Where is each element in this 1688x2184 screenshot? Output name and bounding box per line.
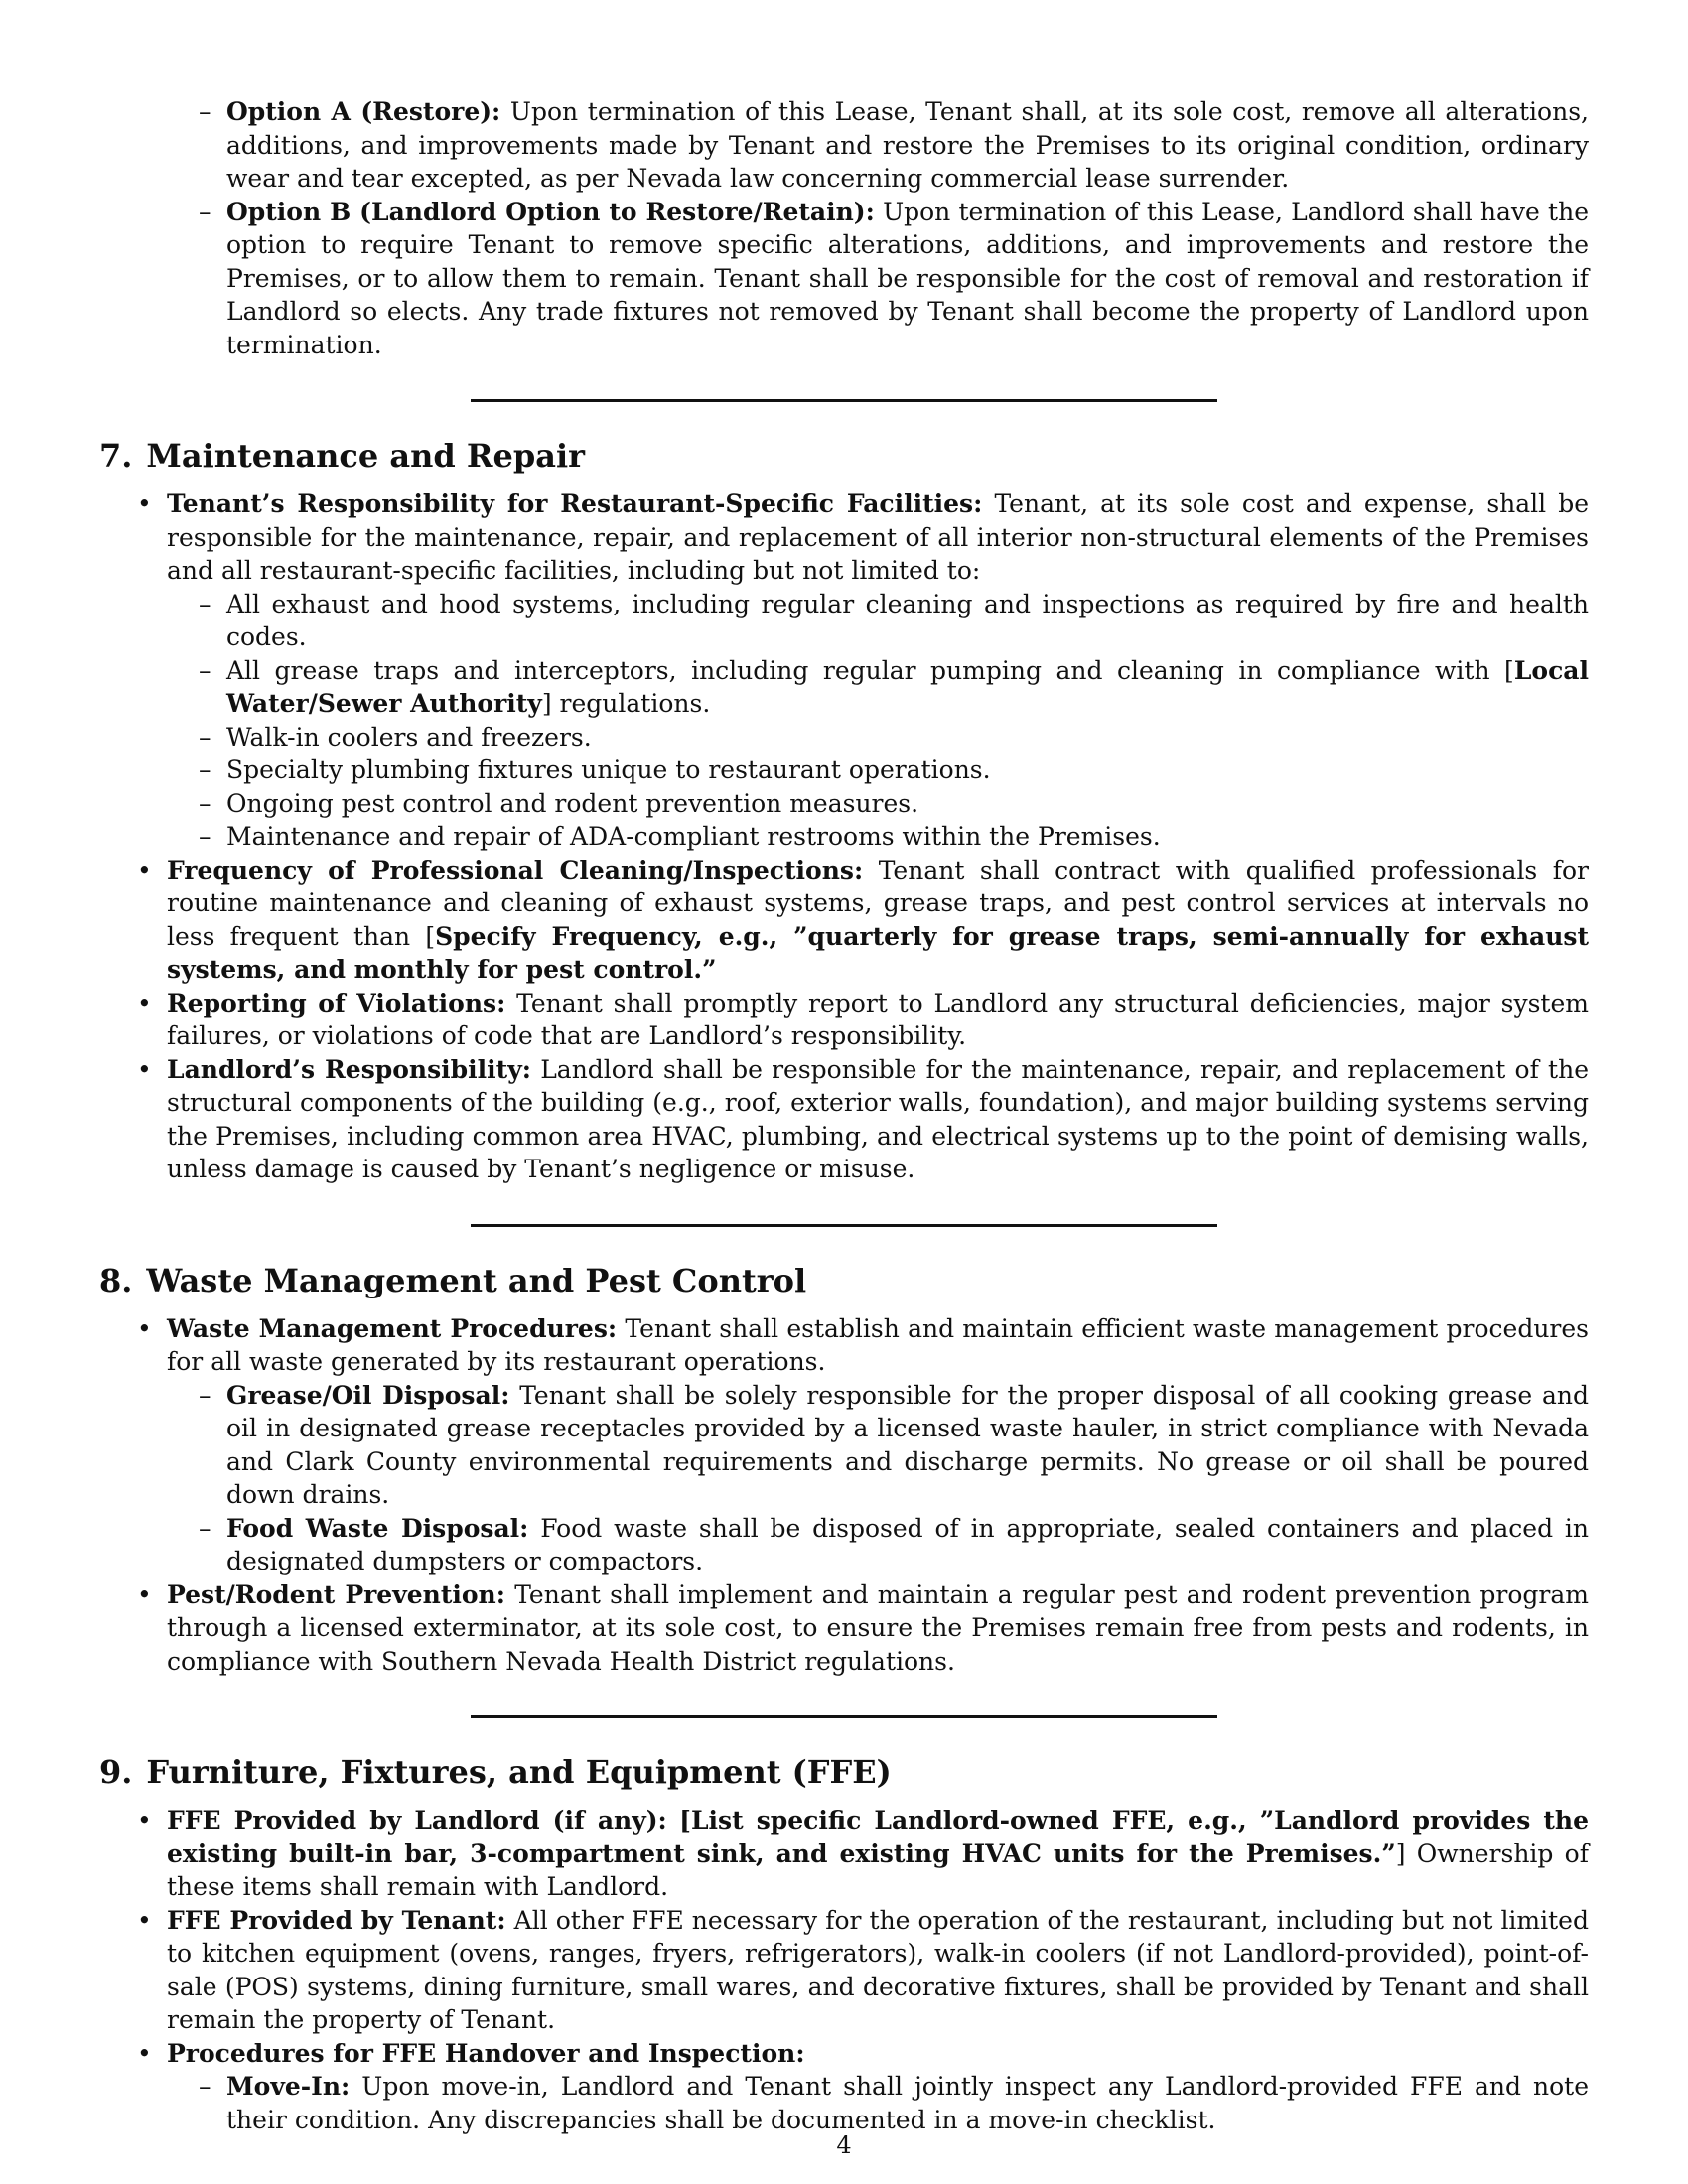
section-title: Waste Management and Pest Control: [146, 1261, 807, 1299]
section-number: 9.: [99, 1753, 133, 1791]
section-8-list: [99, 1312, 1589, 1679]
list-item: [99, 1904, 1589, 2037]
section-divider: [471, 1224, 1217, 1227]
item-text: Tenant, at its sole cost and expense, shall be responsible for the maintenance, repair, and replacement of all interior non-structural elements of the Premises and all restaurant-specific facilities, including but not limited to:: [167, 489, 1590, 585]
list-item: [99, 1312, 1589, 1578]
page-content: [99, 95, 1589, 2136]
item-label: Frequency of Professional Cleaning/Inspections:: [167, 855, 864, 885]
item-label: Tenant’s Responsibility for Restaurant-Specific Facilities:: [167, 489, 983, 518]
section-number: 7.: [99, 437, 133, 475]
list-item: – Specialty plumbing fixtures unique to restaurant operations.: [167, 753, 1589, 787]
item-label: FFE Provided by Tenant:: [167, 1905, 506, 1935]
item-text: Tenant shall establish and maintain efficient waste management procedures for all waste generated by its restaurant operations.: [167, 1313, 1589, 1376]
section-9-list: [99, 1804, 1589, 2136]
item-text: Landlord shall be responsible for the maintenance, repair, and replacement of the structural components of the building (e.g., roof, exterior walls, foundation), and major building systems serving the Premises, including common area HVAC, plumbing, and electrical systems up to the point of demising walls, unless damage is caused by Tenant’s negligence or misuse.: [167, 1054, 1589, 1183]
placeholder-text: Specify Frequency, e.g., ”quarterly for grease traps, semi-annually for exhaust systems, and monthly for pest control.”: [167, 921, 1589, 984]
section-title: Maintenance and Repair: [146, 437, 585, 475]
item-text: Tenant shall promptly report to Landlord any structural deficiencies, major system failures, or violations of code that are Landlord’s responsibility.: [167, 988, 1589, 1050]
option-b-text: Upon termination of this Lease, Landlord shall have the option to require Tenant to remove specific alterations, additions, and improvements and restore the Premises, or to allow them to remain. Tenant shall be responsible for the cost of removal and restoration if Landlord so elects. Any trade fixtures not removed by Tenant shall become the property of Landlord upon termination.: [226, 197, 1589, 359]
option-a-text: Upon termination of this Lease, Tenant shall, at its sole cost, remove all alterations, additions, and improvements made by Tenant and restore the Premises to its original condition, ordinary wear and tear excepted, as per Nevada law concerning commercial lease surrender.: [226, 97, 1589, 193]
section-7-list: [99, 487, 1589, 1186]
list-item: [99, 2037, 1589, 2137]
list-item: – Move-In: Upon move-in, Landlord and Tenant shall jointly inspect any Landlord-provided FFE and note their condition. Any discrepancies shall be documented in a move-in checklist.: [167, 2070, 1589, 2136]
facilities-sublist: [167, 588, 1589, 854]
section-divider: [471, 1715, 1217, 1718]
section-heading-9: [99, 1752, 1589, 1792]
list-item: – Walk-in coolers and freezers.: [167, 721, 1589, 754]
list-item: – Food Waste Disposal: Food waste shall be disposed of in appropriate, sealed containers and placed in designated dumpsters or compactors.: [167, 1512, 1589, 1578]
item-label: Waste Management Procedures:: [167, 1313, 618, 1343]
item-label: Landlord’s Responsibility:: [167, 1054, 531, 1084]
list-item: – Ongoing pest control and rodent prevention measures.: [167, 787, 1589, 821]
list-item: – All grease traps and interceptors, including regular pumping and cleaning in compliance with [Local Water/Sewer Authority] regulations.: [167, 654, 1589, 721]
section-title: Furniture, Fixtures, and Equipment (FFE): [146, 1753, 892, 1791]
waste-sublist: [167, 1379, 1589, 1578]
list-item: – All exhaust and hood systems, including regular cleaning and inspections as required by fire and health codes.: [167, 588, 1589, 654]
list-item: [99, 1578, 1589, 1679]
item-text: Tenant shall contract with qualified professionals for routine maintenance and cleaning of exhaust systems, grease traps, and pest control services at intervals no less frequent than [: [167, 855, 1589, 951]
item-label: Reporting of Violations:: [167, 988, 506, 1018]
list-item: [99, 196, 1589, 362]
restoration-options-list: [99, 95, 1589, 361]
item-label: Pest/Rodent Prevention:: [167, 1579, 505, 1609]
item-text: All other FFE necessary for the operation of the restaurant, including but not limited to kitchen equipment (ovens, ranges, fryers, refrigerators), walk-in coolers (if not Landlord-provided), point-of-sale (POS) systems, dining furniture, small wares, and decorative fixtures, shall be provided by Tenant and shall remain the property of Tenant.: [167, 1905, 1589, 2034]
option-a-label: Option A (Restore):: [226, 97, 501, 126]
handover-sublist: [167, 2070, 1589, 2136]
section-number: 8.: [99, 1261, 133, 1299]
option-b-label: Option B (Landlord Option to Restore/Retain):: [226, 197, 875, 226]
list-item: [99, 95, 1589, 196]
list-item: [99, 987, 1589, 1053]
list-item: [99, 1053, 1589, 1186]
list-item: [99, 1804, 1589, 1904]
placeholder-text: Local Water/Sewer Authority: [226, 655, 1589, 718]
item-text: ] Ownership of these items shall remain with Landlord.: [167, 1839, 1589, 1901]
list-item: – Maintenance and repair of ADA-compliant restrooms within the Premises.: [167, 820, 1589, 854]
item-label: FFE Provided by Landlord (if any):: [167, 1806, 667, 1835]
item-label: Procedures for FFE Handover and Inspection:: [167, 2038, 805, 2068]
list-item: [99, 854, 1589, 987]
placeholder-text: [List specific Landlord-owned FFE, e.g., ”Landlord provides the existing built-in bar, 3-compartment sink, and existing HVAC units for the Premises.”: [167, 1806, 1589, 1868]
list-item: – Grease/Oil Disposal: Tenant shall be solely responsible for the proper disposal of all cooking grease and oil in designated grease receptacles provided by a licensed waste hauler, in strict compliance with Nevada and Clark County environmental requirements and discharge permits. No grease or oil shall be poured down drains.: [167, 1379, 1589, 1512]
section-divider: [471, 399, 1217, 402]
item-text: Tenant shall implement and maintain a regular pest and rodent prevention program through a licensed exterminator, at its sole cost, to ensure the Premises remain free from pests and rodents, in compliance with Southern Nevada Health District regulations.: [167, 1579, 1589, 1676]
list-item: [99, 487, 1589, 854]
page-number: 4: [836, 2131, 852, 2159]
section-heading-8: [99, 1261, 1589, 1300]
section-heading-7: [99, 436, 1589, 476]
